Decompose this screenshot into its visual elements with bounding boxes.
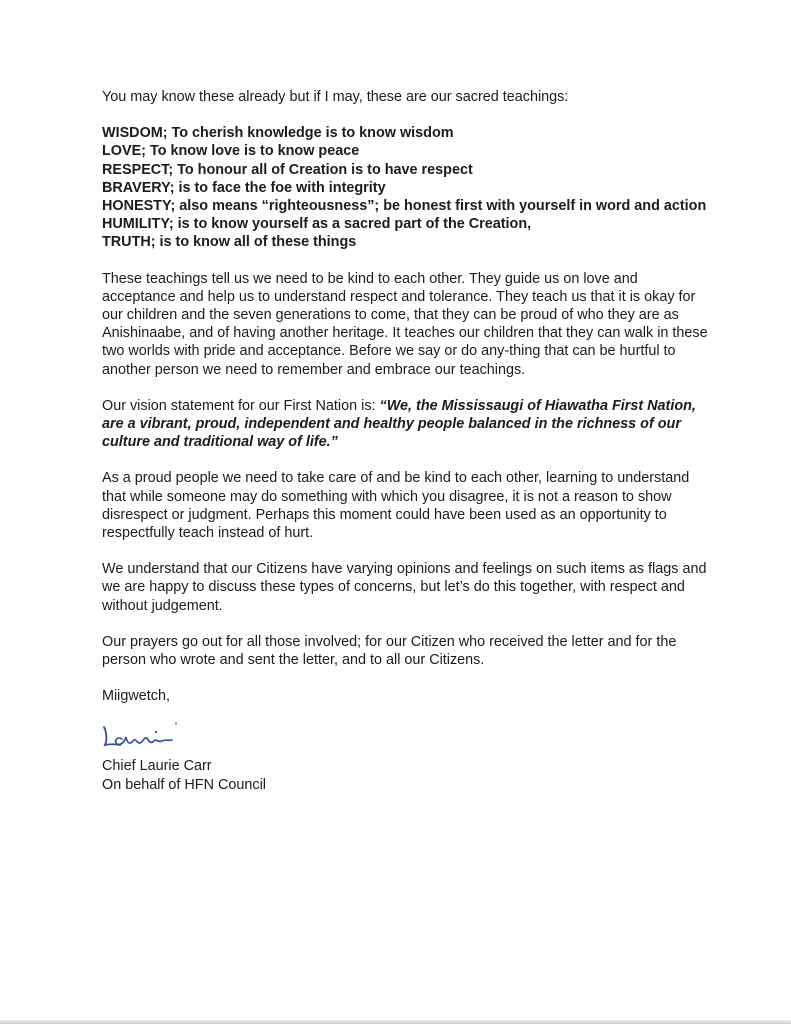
teachings-paragraph: These teachings tell us we need to be kind to each other. They guide us on love and acceptance and help us to understand respect and tolerance. They teach us that it is okay for our children and the seven generations to come, that they can be proud of who they are as Anishinaabe, and of having another heritage. It teaches our children that they can walk in these two worlds with pride and acceptance. Before we say or do any-thing that can be hurtful to another person we need to remember and embrace our teachings. <box>102 270 708 378</box>
prayers-paragraph: Our prayers go out for all those involved; for our Citizen who received the letter and for the person who wrote and sent the letter, and to all our Citizens. <box>102 633 677 669</box>
vision-paragraph <box>102 397 712 452</box>
vision-lead: Our vision statement for our First Nation is: <box>102 397 380 414</box>
scan-border <box>0 1020 791 1024</box>
signer-name: Chief Laurie Carr <box>102 758 212 775</box>
teaching-humility: HUMILITY; is to know yourself as a sacred part of the Creation, <box>102 216 532 233</box>
signer-title: On behalf of HFN Council <box>102 776 266 793</box>
teaching-wisdom: WISDOM; To cherish knowledge is to know wisdom <box>102 125 454 142</box>
letter-body <box>102 88 712 794</box>
kindness-paragraph: As a proud people we need to take care of and be kind to each other, learning to understand that while someone may do something with which you disagree, it is not a reason to show disrespect or judgment. Perhaps this moment could have been used as an opportunity to respectfully teach instead of hurt. <box>102 470 690 542</box>
intro-line: You may know these already but if I may, these are our sacred teachings: <box>102 89 569 105</box>
teaching-bravery: BRAVERY; is to face the foe with integrity <box>102 179 386 196</box>
citizens-paragraph: We understand that our Citizens have varying opinions and feelings on such items as flags and we are happy to discuss these types of concerns, but let’s do this together, with respect and without judgement. <box>102 561 707 614</box>
closing-line: Miigwetch, <box>102 688 170 705</box>
vision-statement: “We, the Mississaugi of Hiawatha First Nation, are a vibrant, proud, independent and healthy people balanced in the richness of our culture and traditional way of life.” <box>102 397 696 451</box>
handwritten-signature <box>98 717 288 753</box>
sacred-teachings-list <box>102 124 712 251</box>
teaching-love: LOVE; To know love is to know peace <box>102 143 360 160</box>
signature-block <box>102 687 712 794</box>
teaching-respect: RESPECT; To honour all of Creation is to have respect <box>102 161 473 178</box>
teaching-honesty: HONESTY; also means “righteousness”; be honest first with yourself in word and action <box>102 198 707 215</box>
teaching-truth: TRUTH; is to know all of these things <box>102 234 357 251</box>
